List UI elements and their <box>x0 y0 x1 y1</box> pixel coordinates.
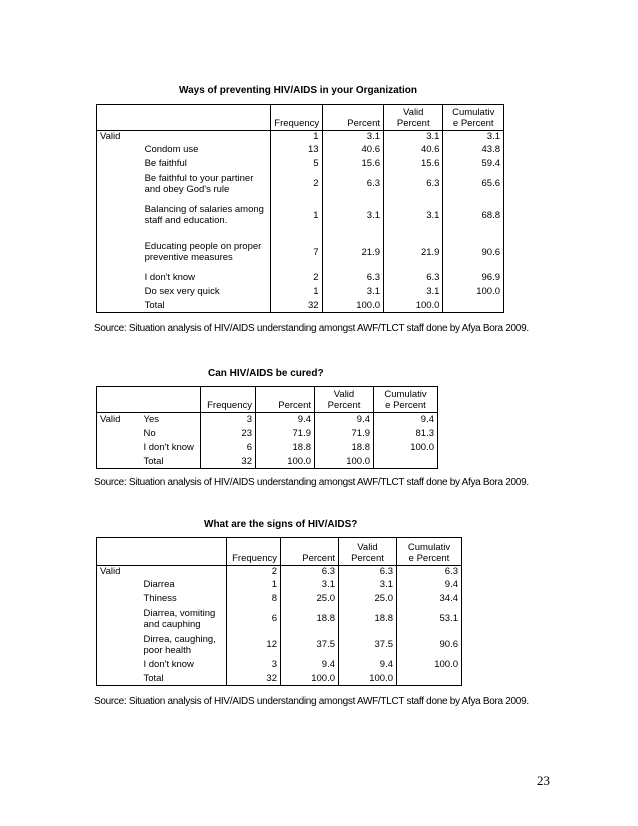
table3-row <box>97 592 462 606</box>
table2-row <box>97 441 438 455</box>
table1-row <box>97 171 504 197</box>
table1-row <box>97 299 504 313</box>
table3-row-label: Dirrea, caughing, poor health <box>143 633 216 656</box>
table1-cell-cumulative: 68.8 <box>443 197 504 234</box>
table1-group-label <box>97 285 142 299</box>
table3-group-label <box>97 578 141 592</box>
table3-row-label: Thiness <box>143 593 177 604</box>
table2-cell-frequency: 32 <box>201 455 256 469</box>
table1-group-label <box>97 271 142 285</box>
table3-header-row <box>97 538 462 566</box>
table1-cell-valid-percent: 15.6 <box>384 157 443 171</box>
table3-cell-cumulative: 53.1 <box>397 606 462 632</box>
table1-cell-percent: 100.0 <box>322 299 384 313</box>
table1-row-label: Condom use <box>144 144 199 155</box>
table1-header-row <box>97 105 504 131</box>
table1-cell-cumulative: 59.4 <box>443 157 504 171</box>
table1-header-percent: Percent <box>322 105 384 131</box>
table1-cell-percent: 21.9 <box>322 234 384 271</box>
table3-group-label <box>97 672 141 686</box>
table2-cell-valid-percent: 71.9 <box>315 427 374 441</box>
table2-row <box>97 455 438 469</box>
table2-row <box>97 413 438 427</box>
table1-cell-cumulative <box>443 299 504 313</box>
table1-cell-percent: 3.1 <box>322 131 384 143</box>
table1-cell-frequency: 32 <box>271 299 322 313</box>
table1-cell-percent: 6.3 <box>322 271 384 285</box>
table1-group-label: Valid <box>97 131 142 143</box>
table2-row-label: I don't know <box>143 442 194 453</box>
table3-row-label: I don't know <box>143 659 194 670</box>
table1-group-label <box>97 234 142 271</box>
table2-cell-percent: 9.4 <box>256 413 315 427</box>
table3-cell-cumulative: 90.6 <box>397 632 462 658</box>
table1-row <box>97 143 504 157</box>
table3-cell-frequency: 12 <box>227 632 281 658</box>
table3-group-label: Valid <box>97 566 141 578</box>
table1-header-frequency: Frequency <box>271 105 322 131</box>
table1-header-cumulative: Cumulativ e Percent <box>443 105 504 131</box>
table1-cell-cumulative: 100.0 <box>443 285 504 299</box>
table1-row-label <box>142 131 271 143</box>
table3-cell-cumulative <box>397 672 462 686</box>
table2-row-label: No <box>143 428 156 439</box>
table2-group-label: Valid <box>97 413 141 427</box>
table1-cell-valid-percent: 3.1 <box>384 197 443 234</box>
table2-header-frequency: Frequency <box>201 387 256 413</box>
table3-cell-percent: 25.0 <box>281 592 339 606</box>
table1-cell-percent: 6.3 <box>322 171 384 197</box>
table3-cell-percent: 9.4 <box>281 658 339 672</box>
table3-cell-valid-percent: 18.8 <box>339 606 397 632</box>
table3-cell-frequency: 32 <box>227 672 281 686</box>
table1-row-label: Be faithful to your partiner and obey God's rule <box>144 172 254 195</box>
table3-header-frequency: Frequency <box>227 538 281 566</box>
table1-row <box>97 197 504 234</box>
table3-row <box>97 578 462 592</box>
table1-cell-cumulative: 3.1 <box>443 131 504 143</box>
table1-row <box>97 271 504 285</box>
table2-cell-valid-percent: 100.0 <box>315 455 374 469</box>
table3-cell-percent: 18.8 <box>281 606 339 632</box>
table3-row <box>97 606 462 632</box>
table2-cell-percent: 100.0 <box>256 455 315 469</box>
table1-cell-frequency: 1 <box>271 197 322 234</box>
table3-row <box>97 672 462 686</box>
table3-cell-frequency: 3 <box>227 658 281 672</box>
table1-row-label: Total <box>142 299 271 313</box>
table1-source-note: Source: Situation analysis of HIV/AIDS understanding amongst AWF/TLCT staff done by Afya Bora 2009. <box>94 323 529 334</box>
table2-group-label <box>97 441 141 455</box>
table1-group-label <box>97 171 142 197</box>
table3-cell-valid-percent: 9.4 <box>339 658 397 672</box>
table2-cell-cumulative: 9.4 <box>374 413 438 427</box>
table1-cell-percent: 15.6 <box>322 157 384 171</box>
table3-cell-cumulative: 34.4 <box>397 592 462 606</box>
table1-cell-valid-percent: 3.1 <box>384 285 443 299</box>
table3-row-label: Diarrea, vomiting and cauphing <box>143 607 216 630</box>
table3-group-label <box>97 632 141 658</box>
table3-header-percent: Percent <box>281 538 339 566</box>
table2-group-label <box>97 427 141 441</box>
table1-row <box>97 157 504 171</box>
table2-cell-cumulative <box>374 455 438 469</box>
table1-title: Ways of preventing HIV/AIDS in your Organization <box>179 85 417 96</box>
table3-cell-percent: 3.1 <box>281 578 339 592</box>
table2 <box>96 386 438 469</box>
table1-row <box>97 131 504 143</box>
table3-row-label <box>141 566 227 578</box>
table1-cell-frequency: 1 <box>271 131 322 143</box>
table3-row <box>97 658 462 672</box>
table1-cell-cumulative: 43.8 <box>443 143 504 157</box>
table1-cell-frequency: 13 <box>271 143 322 157</box>
table3-row <box>97 632 462 658</box>
table3-cell-cumulative: 6.3 <box>397 566 462 578</box>
table3-cell-valid-percent: 3.1 <box>339 578 397 592</box>
table1-cell-cumulative: 96.9 <box>443 271 504 285</box>
table2-row <box>97 427 438 441</box>
table2-header-cumulative: Cumulativ e Percent <box>374 387 438 413</box>
table2-cell-cumulative: 100.0 <box>374 441 438 455</box>
table1-group-label <box>97 143 142 157</box>
page-number: 23 <box>537 773 550 788</box>
table2-source-note: Source: Situation analysis of HIV/AIDS understanding amongst AWF/TLCT staff done by Afya Bora 2009. <box>94 477 529 488</box>
table1 <box>96 104 504 313</box>
table3-title: What are the signs of HIV/AIDS? <box>204 519 358 530</box>
table1-cell-frequency: 2 <box>271 271 322 285</box>
table3-group-label <box>97 658 141 672</box>
table3-cell-valid-percent: 100.0 <box>339 672 397 686</box>
table1-row-label: Be faithful <box>144 158 187 169</box>
table1-cell-frequency: 5 <box>271 157 322 171</box>
table3 <box>96 537 462 686</box>
table3-cell-valid-percent: 6.3 <box>339 566 397 578</box>
table3-cell-percent: 100.0 <box>281 672 339 686</box>
table3-cell-cumulative: 100.0 <box>397 658 462 672</box>
table3-header-valid-percent: Valid Percent <box>339 538 397 566</box>
table3-source-note: Source: Situation analysis of HIV/AIDS understanding amongst AWF/TLCT staff done by Afya Bora 2009. <box>94 696 529 707</box>
table3-cell-valid-percent: 25.0 <box>339 592 397 606</box>
table1-header-valid-percent: Valid Percent <box>384 105 443 131</box>
table2-cell-frequency: 6 <box>201 441 256 455</box>
table1-row <box>97 234 504 271</box>
table1-row <box>97 285 504 299</box>
table3-cell-frequency: 2 <box>227 566 281 578</box>
table2-cell-cumulative: 81.3 <box>374 427 438 441</box>
table3-cell-percent: 6.3 <box>281 566 339 578</box>
table1-group-label <box>97 299 142 313</box>
table1-cell-valid-percent: 100.0 <box>384 299 443 313</box>
table3-row-label: Total <box>141 672 227 686</box>
table2-header-percent: Percent <box>256 387 315 413</box>
table3-cell-frequency: 8 <box>227 592 281 606</box>
table3-cell-valid-percent: 37.5 <box>339 632 397 658</box>
table2-cell-percent: 71.9 <box>256 427 315 441</box>
table2-cell-frequency: 3 <box>201 413 256 427</box>
table1-cell-valid-percent: 3.1 <box>384 131 443 143</box>
table3-cell-cumulative: 9.4 <box>397 578 462 592</box>
table1-row-label: I don't know <box>144 272 195 283</box>
table1-cell-percent: 3.1 <box>322 197 384 234</box>
table1-row-label: Do sex very quick <box>144 286 220 297</box>
table1-group-label <box>97 197 142 234</box>
table2-row-label: Total <box>141 455 201 469</box>
table2-row-label: Yes <box>143 414 159 426</box>
table3-cell-frequency: 1 <box>227 578 281 592</box>
table3-cell-frequency: 6 <box>227 606 281 632</box>
table1-cell-frequency: 2 <box>271 171 322 197</box>
table1-cell-percent: 3.1 <box>322 285 384 299</box>
table1-cell-cumulative: 90.6 <box>443 234 504 271</box>
table3-header-cumulative: Cumulativ e Percent <box>397 538 462 566</box>
table1-cell-percent: 40.6 <box>322 143 384 157</box>
table2-title: Can HIV/AIDS be cured? <box>208 368 324 379</box>
table2-header-valid-percent: Valid Percent <box>315 387 374 413</box>
table2-cell-frequency: 23 <box>201 427 256 441</box>
table1-cell-cumulative: 65.6 <box>443 171 504 197</box>
table3-cell-percent: 37.5 <box>281 632 339 658</box>
table1-cell-frequency: 7 <box>271 234 322 271</box>
table1-row-label: Balancing of salaries among staff and education. <box>144 204 264 226</box>
table3-group-label <box>97 592 141 606</box>
table2-group-label <box>97 455 141 469</box>
table1-group-label <box>97 157 142 171</box>
table1-row-label: Educating people on proper preventive measures <box>144 241 262 263</box>
table2-cell-valid-percent: 18.8 <box>315 441 374 455</box>
table1-cell-frequency: 1 <box>271 285 322 299</box>
table3-row <box>97 566 462 578</box>
table2-header-row <box>97 387 438 413</box>
table1-cell-valid-percent: 6.3 <box>384 171 443 197</box>
table1-cell-valid-percent: 21.9 <box>384 234 443 271</box>
table3-row-label: Diarrea <box>143 579 175 590</box>
table1-cell-valid-percent: 6.3 <box>384 271 443 285</box>
table1-cell-valid-percent: 40.6 <box>384 143 443 157</box>
table3-group-label <box>97 606 141 632</box>
table2-cell-valid-percent: 9.4 <box>315 413 374 427</box>
table2-cell-percent: 18.8 <box>256 441 315 455</box>
